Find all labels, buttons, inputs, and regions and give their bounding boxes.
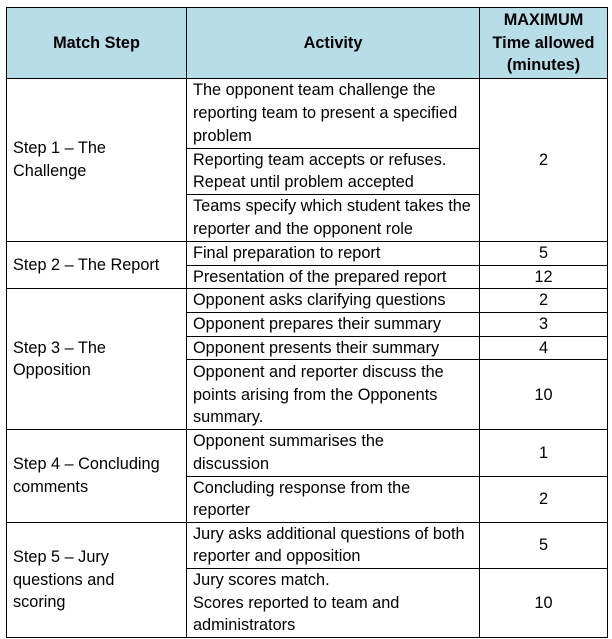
header-max-time-line2: Time allowed [492,33,595,52]
step-1-label: Step 1 – The Challenge [7,78,187,241]
table-row [7,78,608,148]
header-match-step: Match Step [7,8,187,79]
header-row [7,8,608,79]
step-4-label: Step 4 – Concluding comments [7,430,187,522]
step-1-time: 2 [480,78,608,241]
step-3-activity-2: Opponent prepares their summary [187,313,480,337]
table-row [7,522,608,568]
step-3-time-1: 2 [480,289,608,313]
step-3-time-3: 4 [480,336,608,360]
header-activity: Activity [187,8,480,79]
step-2-label: Step 2 – The Report [7,241,187,288]
step-5-activity-2: Jury scores match. [193,571,330,590]
step-4-time-1: 1 [480,430,608,476]
match-steps-table [6,7,608,638]
table-row [7,289,608,313]
step-3-time-4: 10 [480,360,608,430]
step-5-time-2: 10 [480,568,608,637]
step-5-activity-2-cell [187,568,480,637]
step-5-time-1: 5 [480,522,608,568]
header-max-time-line1: MAXIMUM [503,11,584,29]
table-row [7,430,608,476]
header-max-time-line3: (minutes) [506,56,581,75]
step-3-activity-4: Opponent and reporter discuss the points arising from the Opponents summary. [187,360,480,430]
step-2-time-2: 12 [480,265,608,289]
step-3-activity-3: Opponent presents their summary [187,336,480,360]
step-1-activity-1: The opponent team challenge the reporting team to present a specified problem [187,78,480,148]
header-max-time [480,8,608,79]
step-4-activity-1: Opponent summarises the discussion [187,430,480,476]
step-3-time-2: 3 [480,313,608,337]
step-4-activity-2: Concluding response from the reporter [187,476,480,522]
table-row [7,241,608,265]
step-5-activity-1: Jury asks additional questions of both reporter and opposition [187,522,480,568]
step-2-activity-1: Final preparation to report [187,241,480,265]
step-2-time-1: 5 [480,241,608,265]
step-5-label: Step 5 – Jury questions and scoring [7,522,187,637]
step-5-activity-3: Scores reported to team and administrators [193,593,400,635]
step-3-label: Step 3 – The Opposition [7,289,187,430]
step-1-activity-2: Reporting team accepts or refuses. Repeat until problem accepted [187,148,480,194]
step-3-activity-1: Opponent asks clarifying questions [187,289,480,313]
step-2-activity-2: Presentation of the prepared report [187,265,480,289]
step-4-time-2: 2 [480,476,608,522]
step-1-activity-3: Teams specify which student takes the reporter and the opponent role [187,194,480,241]
